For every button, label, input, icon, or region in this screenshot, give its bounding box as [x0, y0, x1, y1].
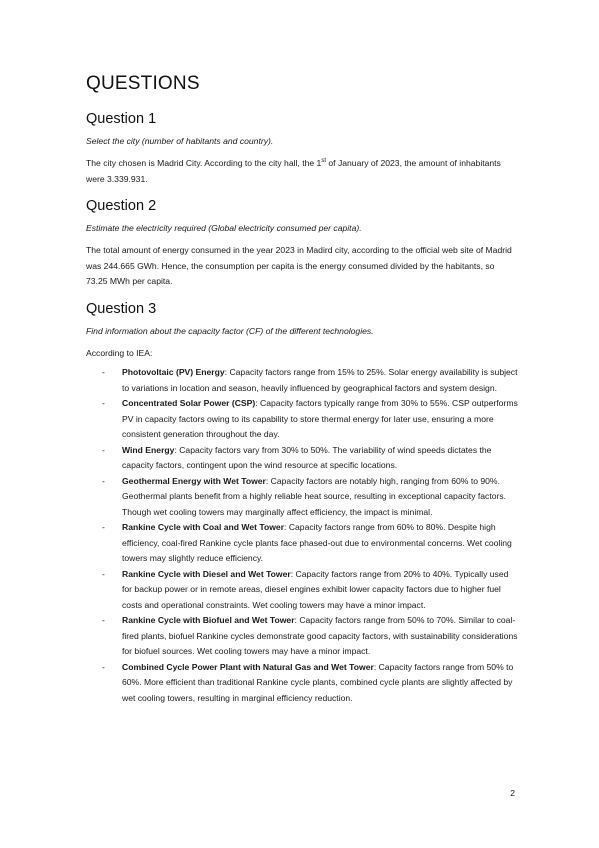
list-item-text: : Capacity factors range from 50% to 60%. More efficient than traditional Rankine cycle plants, combined cycle plants are slightly affected by wet cooling towers, resulting in marginal efficiency reduction.: [122, 661, 514, 703]
list-item-text: : Capacity factors range from 50% to 70%. Similar to coal-fired plants, biofuel Rankine cycles demonstrate good capacity factors, with sustainability considerations for biofuel sources. Wet cooling towers may have a minor impact.: [122, 615, 518, 656]
list-item: - Rankine Cycle with Coal and Wet Tower: Capacity factors range from 60% to 80%. Despite high efficiency, coal-fired Rankine cycle plants face phased-out due to environmental concerns. Wet cooling towers may slightly reduce efficiency.: [102, 522, 512, 563]
list-item-text: : Capacity factors typically range from 30% to 55%. CSP outperforms PV in capacity factors owing to its capability to store thermal energy for later use, ensuring a more consistent generation throughout the day.: [122, 398, 518, 439]
list-item-text: : Capacity factors vary from 30% to 50%. The variability of wind speeds dictates the capacity factors, contingent upon the wind resource at specific locations.: [122, 444, 492, 470]
list-item-label: Concentrated Solar Power (CSP): [122, 398, 256, 408]
list-item-label: Rankine Cycle with Coal and Wet Tower: [122, 522, 285, 532]
question-1-heading: Question 1: [86, 111, 157, 127]
question-1-answer-text: The city chosen is Madrid City. According to the city hall, the 1: [86, 158, 322, 168]
list-item-text: : Capacity factors range from 15% to 25%. Solar energy availability is subject to variations in location and season, heavily influenced by geographical factors and system design.: [122, 367, 518, 393]
question-3-heading: Question 3: [86, 300, 157, 317]
list-item: - Geothermal Energy with Wet Tower: Capacity factors are notably high, ranging from 60% to 90%. Geothermal plants benefit from a highly reliable heat source, resulting in exceptional capacity factors. Though wet cooling towers may marginally affect efficiency, the impact is minimal.: [102, 475, 507, 517]
list-item: - Rankine Cycle with Diesel and Wet Tower: Capacity factors range from 20% to 40%. Typically used for backup power or in remote areas, diesel engines exhibit lower capacity factors due to higher fuel costs and operational constraints. Wet cooling towers may have a minor impact.: [102, 568, 509, 610]
document-page: [86, 72, 518, 708]
list-item-label: Photovoltaic (PV) Energy: [122, 367, 225, 377]
question-3-intro: According to IEA:: [86, 347, 153, 358]
list-item-label: Geothermal Energy with Wet Tower: [122, 475, 266, 486]
list-item-label: Combined Cycle Power Plant with Natural Gas and Wet Tower: [122, 661, 374, 672]
question-1-section: [86, 110, 518, 187]
question-2-prompt: Estimate the electricity required (Global electricity consumed per capita).: [86, 223, 362, 233]
list-item-label: Wind Energy: [122, 444, 175, 455]
list-item: - Concentrated Solar Power (CSP): Capacity factors typically range from 30% to 55%. CSP outperforms PV in capacity factors owing to its capability to store thermal energy for later use, ensuring a more consistent generation throughout the day.: [102, 398, 518, 439]
question-3-section: [86, 300, 518, 707]
list-item-text: : Capacity factors range from 20% to 40%. Typically used for backup power or in remote areas, diesel engines exhibit lower capacity factors due to higher fuel costs and operational constraints. Wet cooling towers may have a minor impact.: [122, 568, 509, 610]
list-item: - Rankine Cycle with Biofuel and Wet Tower: Capacity factors range from 50% to 70%. Similar to coal-fired plants, biofuel Rankine cycles demonstrate good capacity factors, with sustainability considerations for biofuel sources. Wet cooling towers may have a minor impact.: [102, 615, 518, 656]
list-item: - Photovoltaic (PV) Energy: Capacity factors range from 15% to 25%. Solar energy availability is subject to variations in location and season, heavily influenced by geographical factors and system design.: [102, 367, 518, 393]
list-item-label: Rankine Cycle with Biofuel and Wet Tower: [122, 615, 295, 625]
question-1-prompt: Select the city (number of habitants and country).: [86, 136, 274, 146]
ordinal-suffix: st: [321, 158, 326, 165]
list-item-label: Rankine Cycle with Diesel and Wet Tower: [122, 568, 291, 579]
question-1-answer-text-cont: of January of 2023, the amount of inhabitants were 3.339.931.: [86, 158, 501, 184]
question-1-answer: [86, 156, 518, 187]
list-item: - Combined Cycle Power Plant with Natural Gas and Wet Tower: Capacity factors range from 50% to 60%. More efficient than traditional Rankine cycle plants, combined cycle plants are slightly affected by wet cooling towers, resulting in marginal efficiency reduction.: [102, 661, 514, 703]
list-item-text: : Capacity factors are notably high, ranging from 60% to 90%. Geothermal plants benefit from a highly reliable heat source, resulting in exceptional capacity factors. Though wet cooling towers may marginally affect efficiency, the impact is minimal.: [122, 475, 507, 517]
question-2-answer: The total amount of energy consumed in the year 2023 in Madird city, according to the official web site of Madrid was 244.665 GWh. Hence, the consumption per capita is the energy consumed divided by the habitants, so 73.25 MWh per capita.: [86, 245, 512, 286]
question-3-prompt: Find information about the capacity factor (CF) of the different technologies.: [86, 325, 374, 336]
list-item: - Wind Energy: Capacity factors vary from 30% to 50%. The variability of wind speeds dictates the capacity factors, contingent upon the wind resource at specific locations.: [102, 444, 492, 470]
list-item-text: : Capacity factors range from 60% to 80%. Despite high efficiency, coal-fired Rankine cycle plants face phased-out due to environmental concerns. Wet cooling towers may slightly reduce efficiency.: [122, 522, 512, 563]
page-title: QUESTIONS: [86, 73, 200, 94]
question-2-heading: Question 2: [86, 198, 157, 214]
capacity-factor-list: [86, 365, 518, 706]
question-2-section: [86, 197, 518, 290]
page-number: 2: [510, 788, 515, 798]
